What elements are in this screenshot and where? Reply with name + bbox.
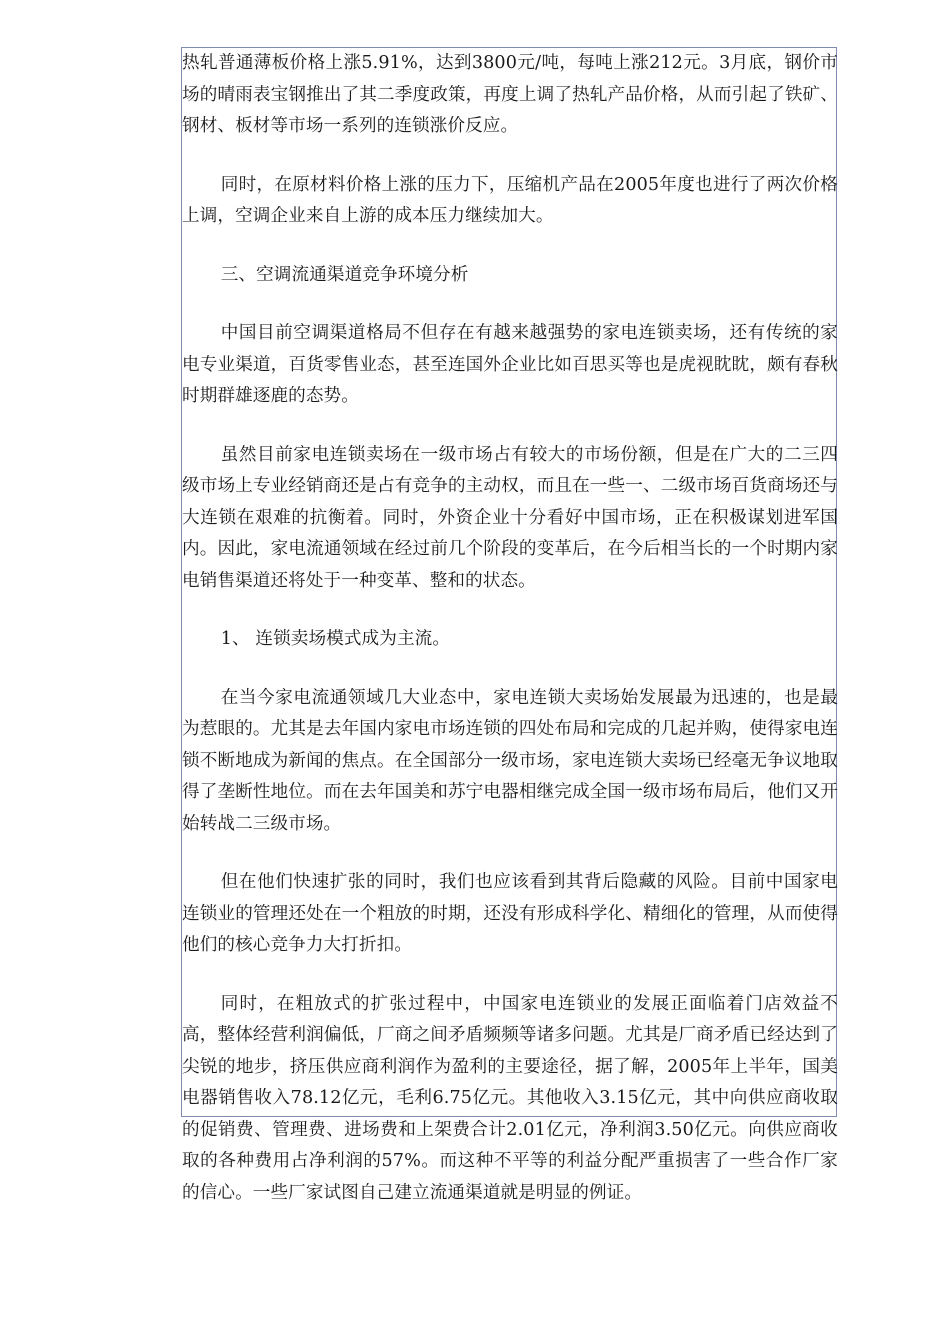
paragraph-channel-landscape: 中国目前空调渠道格局不但存在有越来越强势的家电连锁卖场，还有传统的家电专业渠道，百货零售业态，甚至连国外企业比如百思买等也是虎视眈眈，颇有春秋时期群雄逐鹿的态势。 — [182, 323, 838, 406]
paragraph-market-share: 虽然目前家电连锁卖场在一级市场占有较大的市场份额，但是在广大的二三四级市场上专业经销商还是占有竞争的主动权，而且在一些一、二级市场百货商场还与大连锁在艰难的抗衡着。同时，外资企业十分看好中国市场，正在积极谋划进军国内。因此，家电流通领域在经过前几个阶段的变革后，在今后相当长的一个时期内家电销售渠道还将处于一种变革、整和的状态。 — [182, 444, 838, 591]
section-heading-channel-competition: 三、空调流通渠道竞争环境分析 — [220, 264, 469, 285]
paragraph-expansion-risk: 但在他们快速扩张的同时，我们也应该看到其背后隐藏的风险。目前中国家电连锁业的管理还处在一个粗放的时期，还没有形成科学化、精细化的管理，从而使得他们的核心竞争力大打折扣。 — [182, 872, 838, 955]
paragraph-steel-prices: 热轧普通薄板价格上涨5.91%，达到3800元/吨，每吨上涨212元。3月底，钢价市场的晴雨表宝钢推出了其二季度政策，再度上调了热轧产品价格，从而引起了铁矿、钢材、板材等市场一系列的连锁涨价反应。 — [182, 53, 838, 136]
paragraph-chain-growth: 在当今家电流通领域几大业态中，家电连锁大卖场始发展最为迅速的，也是最为惹眼的。尤其是去年国内家电市场连锁的四处布局和完成的几起并购，使得家电连锁不断地成为新闻的焦点。在全国部分一级市场，家电连锁大卖场已经毫无争议地取得了垄断性地位。而在去年国美和苏宁电器相继完成全国一级市场布局后，他们又开始转战二三级市场。 — [182, 687, 838, 834]
document-body — [182, 48, 838, 1209]
paragraph-compressor-prices: 同时，在原材料价格上涨的压力下，压缩机产品在2005年度也进行了两次价格上调，空调企业来自上游的成本压力继续加大。 — [182, 174, 838, 226]
document-page-frame — [181, 47, 838, 1203]
subheading-chain-stores-mainstream: 1、 连锁卖场模式成为主流。 — [220, 629, 451, 649]
paragraph-supplier-conflict: 同时，在粗放式的扩张过程中，中国家电连锁业的发展正面临着门店效益不高，整体经营利润偏低，厂商之间矛盾频频等诸多问题。尤其是厂商矛盾已经达到了尖锐的地步，挤压供应商利润作为盈利的主要途径，据了解，2005年上半年，国美电器销售收入78.12亿元，毛利6.75亿元。其他收入3.15亿元，其中向供应商收取的促销费、管理费、进场费和上架费合计2.01亿元，净利润3.50亿元。向供应商收取的各种费用占净利润的57%。而这种不平等的利益分配严重损害了一些合作厂家的信心。一些厂家试图自己建立流通渠道就是明显的例证。 — [182, 993, 838, 1203]
